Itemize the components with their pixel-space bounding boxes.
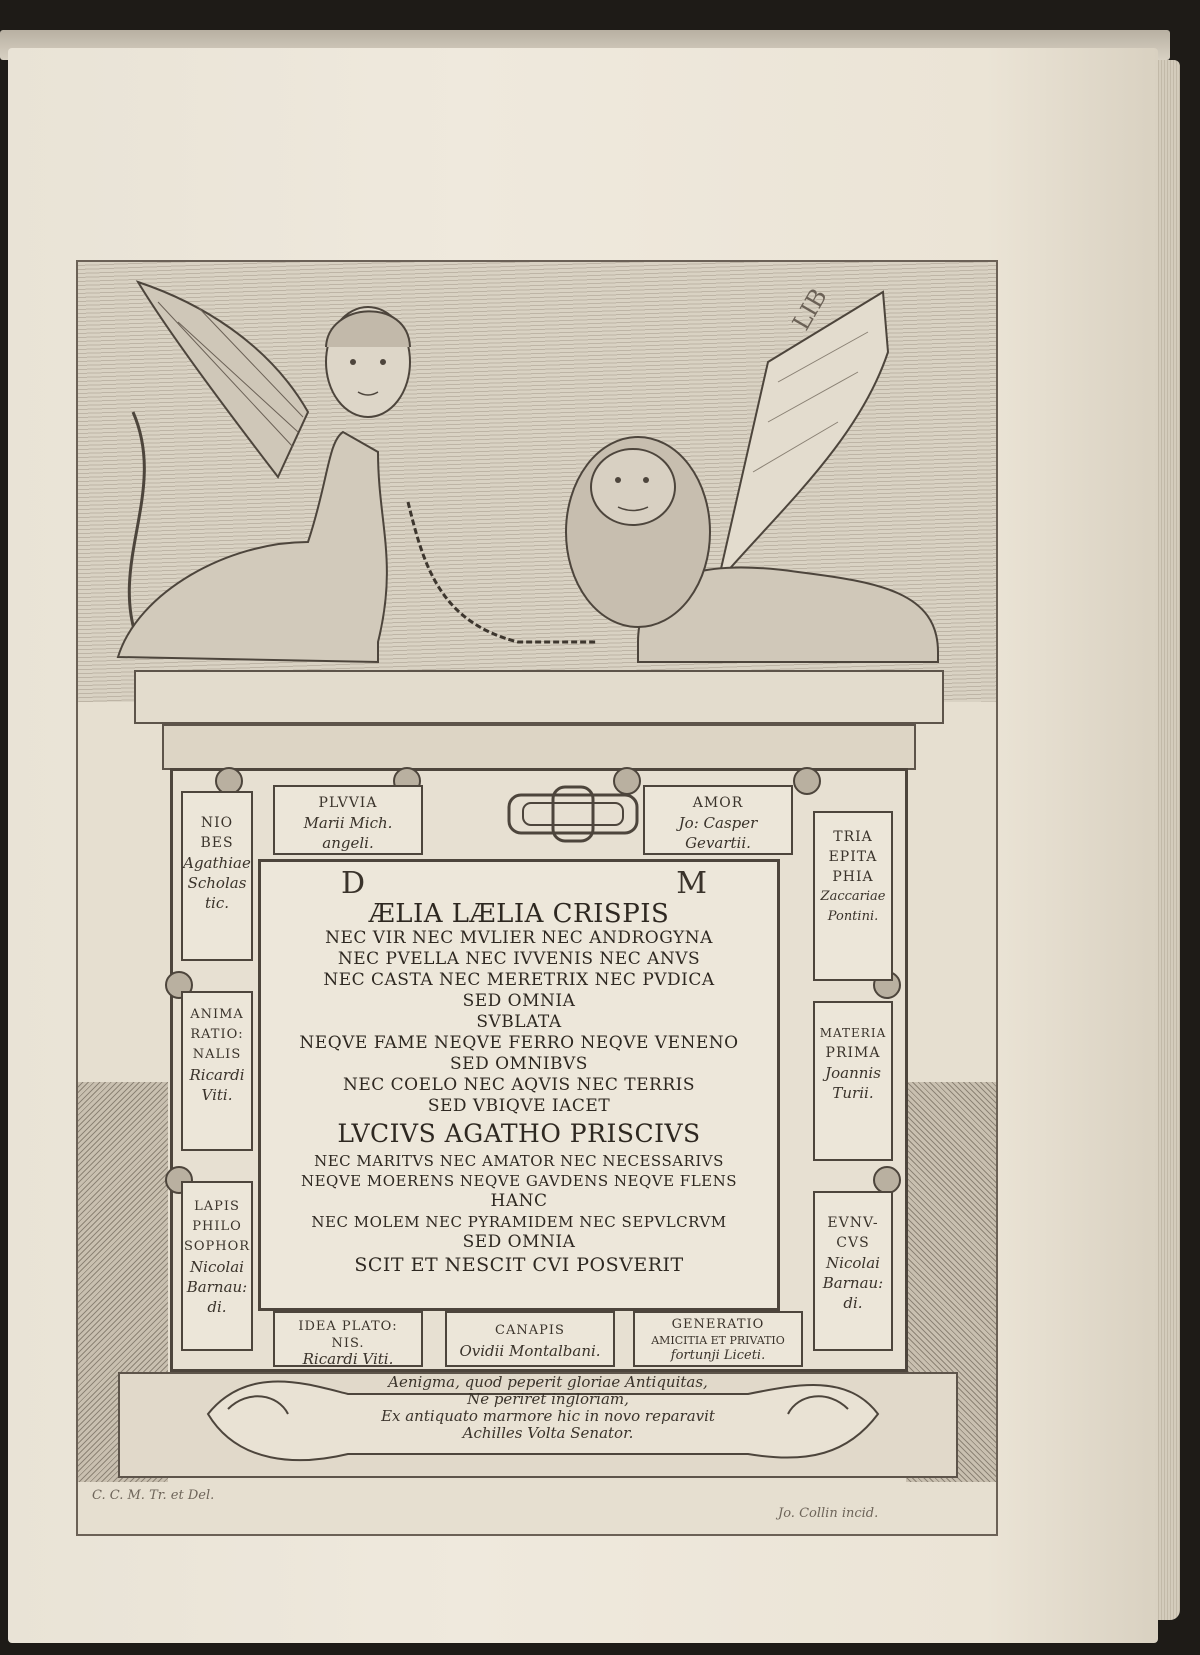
inscription-line: LVCIVS AGATHO PRISCIVS bbox=[337, 1119, 701, 1148]
monument-frame bbox=[170, 768, 908, 1372]
sphinx-tail bbox=[129, 412, 144, 642]
cell-pluvia: PLVVIA Marii Mich. angeli. bbox=[273, 785, 423, 855]
cell-lapis-philosophorum: LAPIS PHILO SOPHOR Nicolai Barnau: di. bbox=[181, 1181, 253, 1351]
book-page bbox=[8, 48, 1158, 1643]
inscription-tablet bbox=[258, 859, 780, 1311]
inscription-line: NEC PVELLA NEC IVVENIS NEC ANVS bbox=[337, 949, 701, 969]
cell-tria-epitaphia: TRIA EPITA PHIA Zaccariae Pontini. bbox=[813, 811, 893, 981]
inscription-line: NEC COELO NEC AQVIS NEC TERRIS bbox=[342, 1075, 696, 1095]
dm-heading: D M bbox=[341, 866, 707, 901]
inscription-line: HANC bbox=[490, 1191, 548, 1211]
signature-engraver: Jo. Collin incid. bbox=[778, 1506, 879, 1521]
cell-generatio: GENERATIO AMICITIA ET PRIVATIO fortunji Liceti. bbox=[633, 1311, 803, 1367]
lion-face bbox=[591, 449, 675, 525]
sphinx-body bbox=[118, 432, 387, 662]
inscription-line: NEQVE MOERENS NEQVE GAVDENS NEQVE FLENS bbox=[300, 1172, 738, 1190]
cell-idea-platonis: IDEA PLATO: NIS. Ricardi Viti. bbox=[273, 1311, 423, 1367]
rosette-ornament bbox=[793, 767, 821, 795]
cell-eunucus: EVNV- CVS Nicolai Barnau: di. bbox=[813, 1191, 893, 1351]
inscription-line: SVBLATA bbox=[476, 1012, 562, 1032]
inscription-line: NEC MARITVS NEC AMATOR NEC NECESSARIVS bbox=[314, 1152, 724, 1170]
engraving-plate bbox=[76, 260, 998, 1536]
cell-amor: AMOR Jo: Casper Gevartii. bbox=[643, 785, 793, 855]
inscription-line: NEC MOLEM NEC PYRAMIDEM NEC SEPVLCRVM bbox=[311, 1213, 727, 1231]
banner-text: LIB bbox=[786, 283, 833, 335]
inscription-line: SED OMNIBVS bbox=[450, 1054, 588, 1074]
inscription-line: SED VBIQVE IACET bbox=[427, 1096, 611, 1116]
cell-canapis: CANAPIS Ovidii Montalbani. bbox=[445, 1311, 615, 1367]
cell-materia-prima: MATERIA PRIMA Joannis Turii. bbox=[813, 1001, 893, 1161]
sphinx-wing bbox=[138, 282, 308, 477]
rosette-ornament bbox=[873, 1166, 901, 1194]
signature-designer: C. C. M. Tr. et Del. bbox=[92, 1488, 215, 1503]
inscription-line: SED OMNIA bbox=[462, 1232, 576, 1252]
pedestal-cornice bbox=[162, 724, 916, 770]
inscription-line: NEC VIR NEC MVLIER NEC ANDROGYNA bbox=[325, 928, 713, 948]
sphinx-and-lion-group bbox=[78, 262, 996, 732]
statue-slab bbox=[134, 670, 944, 724]
inscription-line: SCIT ET NESCIT CVI POSVERIT bbox=[354, 1254, 684, 1276]
cell-niobes: NIO BES Agathiae Scholas tic. bbox=[181, 791, 253, 961]
rosette-ornament bbox=[613, 767, 641, 795]
inscription-line: SED OMNIA bbox=[462, 991, 576, 1011]
inscription-line: NEC CASTA NEC MERETRIX NEC PVDICA bbox=[323, 970, 715, 990]
inscription-line: ÆLIA LÆLIA CRISPIS bbox=[368, 899, 670, 929]
cell-anima-rationalis: ANIMA RATIO: NALIS Ricardi Viti. bbox=[181, 991, 253, 1151]
cartouche-text: Aenigma, quod peperit gloriae Antiquitas, Ne periret ingloriam, Ex antiquato marmore hic in novo reparavit Achilles Volta Senator. bbox=[381, 1373, 715, 1442]
inscription-line: NEQVE FAME NEQVE FERRO NEQVE VENENO bbox=[299, 1033, 739, 1053]
